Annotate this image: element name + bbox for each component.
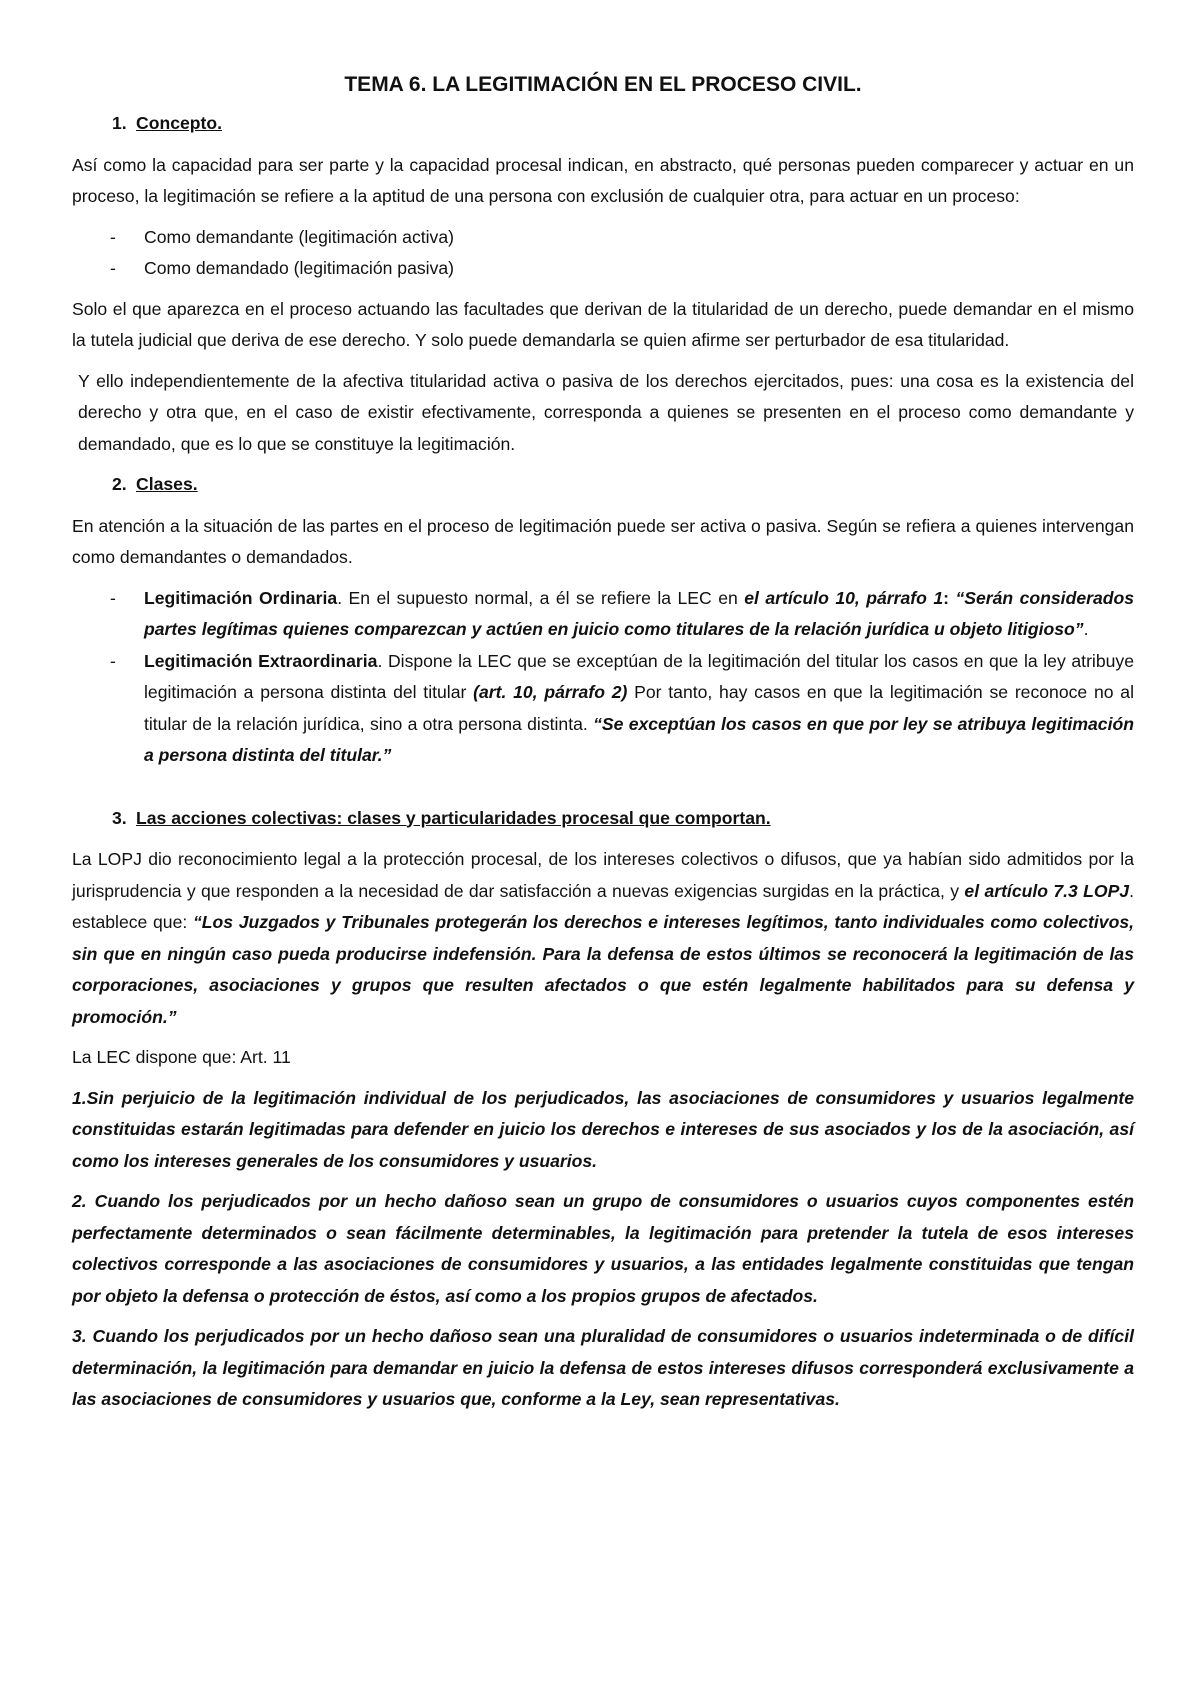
list-item bbox=[72, 253, 1134, 285]
section-number: 3. bbox=[112, 807, 127, 828]
bullet-list bbox=[72, 222, 1134, 285]
paragraph: La LEC dispone que: Art. 11 bbox=[72, 1047, 291, 1067]
document-title: TEMA 6. LA LEGITIMACIÓN EN EL PROCESO CIVIL. bbox=[344, 73, 862, 96]
list-item-legitimacion-extraordinaria bbox=[72, 646, 1134, 772]
item-text: . bbox=[1083, 619, 1089, 639]
article-paragraph-1: 1.Sin perjuicio de la legitimación individual de los perjudicados, las asociaciones de consumidores y usuarios legalmente constituidas estarán legitimadas para defender en juicio los derechos e intereses de sus asociados y los de la asociación, así como los intereses generales de los consumidores y usuarios. bbox=[72, 1087, 1134, 1171]
section-title: Las acciones colectivas: clases y particularidades procesal que comportan. bbox=[136, 807, 771, 828]
list-item-text: Como demandante (legitimación activa) bbox=[144, 226, 454, 247]
paragraph: Y ello independientemente de la afectiva titularidad activa o pasiva de los derechos ejercitados, pues: una cosa es la existencia del derecho y otra que, en el caso de existir efectivamente, corresponda a quienes se presenten en el proceso como demandante y demandado, que es lo que se constituye la legitimación. bbox=[78, 370, 1134, 454]
article-reference: el artículo 7.3 LOPJ bbox=[964, 880, 1130, 901]
item-text: Por tanto, hay casos en que la legitimación se reconoce no al titular de la relación jurídica, sino a otra persona distinta. bbox=[144, 682, 1134, 734]
document-page bbox=[72, 70, 1134, 1425]
dash-bullet-icon: - bbox=[110, 587, 116, 608]
paragraph bbox=[72, 844, 1134, 1033]
legal-quote: “Serán considerados partes legítimas quienes comparezcan y actúen en juicio como titulares de la relación jurídica u objeto litigioso” bbox=[144, 587, 1135, 639]
list-item bbox=[72, 222, 1134, 254]
paragraph: Solo el que aparezca en el proceso actuando las facultades que derivan de la titularidad de un derecho, puede demandar en el mismo la tutela judicial que deriva de ese derecho. Y solo puede demandarla se quien afirme ser perturbador de esa titularidad. bbox=[72, 298, 1134, 350]
section-heading-acciones-colectivas bbox=[72, 803, 1134, 835]
legal-quote: “Los Juzgados y Tribunales protegerán los derechos e intereses legítimos, tanto individuales como colectivos, sin que en ningún caso pueda producirse indefensión. Para la defensa de estos últimos se reconocerá la legitimación de las corporaciones, asociaciones y grupos que resulten afectados o que estén legalmente habilitados para su defensa y promoción.” bbox=[72, 912, 1134, 1027]
paragraph: En atención a la situación de las partes en el proceso de legitimación puede ser activa o pasiva. Según se refiera a quienes intervengan como demandantes o demandados. bbox=[72, 515, 1134, 567]
section-heading-concepto bbox=[72, 108, 1134, 140]
list-item-legitimacion-ordinaria bbox=[72, 583, 1134, 646]
dash-bullet-icon: - bbox=[110, 650, 116, 671]
legal-quote: “Se exceptúan los casos en que por ley se atribuya legitimación a persona distinta del titular.” bbox=[144, 713, 1134, 765]
paragraph: Así como la capacidad para ser parte y la capacidad procesal indican, en abstracto, qué personas pueden comparecer y actuar en un proceso, la legitimación se refiere a la aptitud de una persona con exclusión de cualquier otra, para actuar en un proceso: bbox=[72, 154, 1134, 206]
list-item-text: Como demandado (legitimación pasiva) bbox=[144, 258, 455, 278]
term-label: Legitimación Extraordinaria bbox=[144, 650, 378, 671]
article-reference: (art. 10, párrafo 2) bbox=[473, 682, 628, 702]
article-paragraph-2: 2. Cuando los perjudicados por un hecho dañoso sean un grupo de consumidores o usuarios cuyos componentes estén perfectamente determinados o sean fácilmente determinables, la legitimación para pretender la tutela de esos intereses colectivos corresponde a las asociaciones de consumidores y usuarios, a las entidades legalmente constituidas que tengan por objeto la defensa o protección de éstos, así como a los propios grupos de afectados. bbox=[72, 1191, 1134, 1306]
article-paragraph-3: 3. Cuando los perjudicados por un hecho dañoso sean una pluralidad de consumidores o usuarios indeterminada o de difícil determinación, la legitimación para demandar en juicio la defensa de estos intereses difusos corresponderá exclusivamente a las asociaciones de consumidores y usuarios que, conforme a la Ley, sean representativas. bbox=[72, 1326, 1134, 1409]
paragraph-text: . establece que: bbox=[72, 880, 1134, 932]
item-text: . En el supuesto normal, a él se refiere la LEC en bbox=[337, 587, 745, 608]
dash-bullet-icon: - bbox=[110, 258, 116, 278]
paragraph-text: La LOPJ dio reconocimiento legal a la protección procesal, de los intereses colectivos o difusos, que ya habían sido admitidos por la jurisprudencia y que responden a la necesidad de dar satisfacción a nuevas exigencias surgidas en la práctica, y bbox=[72, 849, 1134, 901]
section-number: 2. bbox=[112, 474, 127, 494]
section-title: Clases. bbox=[136, 474, 198, 494]
dash-bullet-icon: - bbox=[110, 226, 116, 247]
item-text: . Dispone la LEC que se exceptúan de la legitimación del titular los casos en que la ley atribuye legitimación a persona distinta del titular bbox=[144, 650, 1134, 702]
section-title: Concepto. bbox=[136, 113, 223, 133]
term-label: Legitimación Ordinaria bbox=[144, 587, 338, 608]
item-text: : bbox=[943, 587, 956, 608]
section-heading-clases bbox=[72, 469, 1134, 501]
article-reference: el artículo 10, párrafo 1 bbox=[744, 587, 944, 608]
bullet-list bbox=[72, 583, 1134, 772]
section-number: 1. bbox=[112, 113, 127, 133]
spacer bbox=[72, 781, 1134, 803]
